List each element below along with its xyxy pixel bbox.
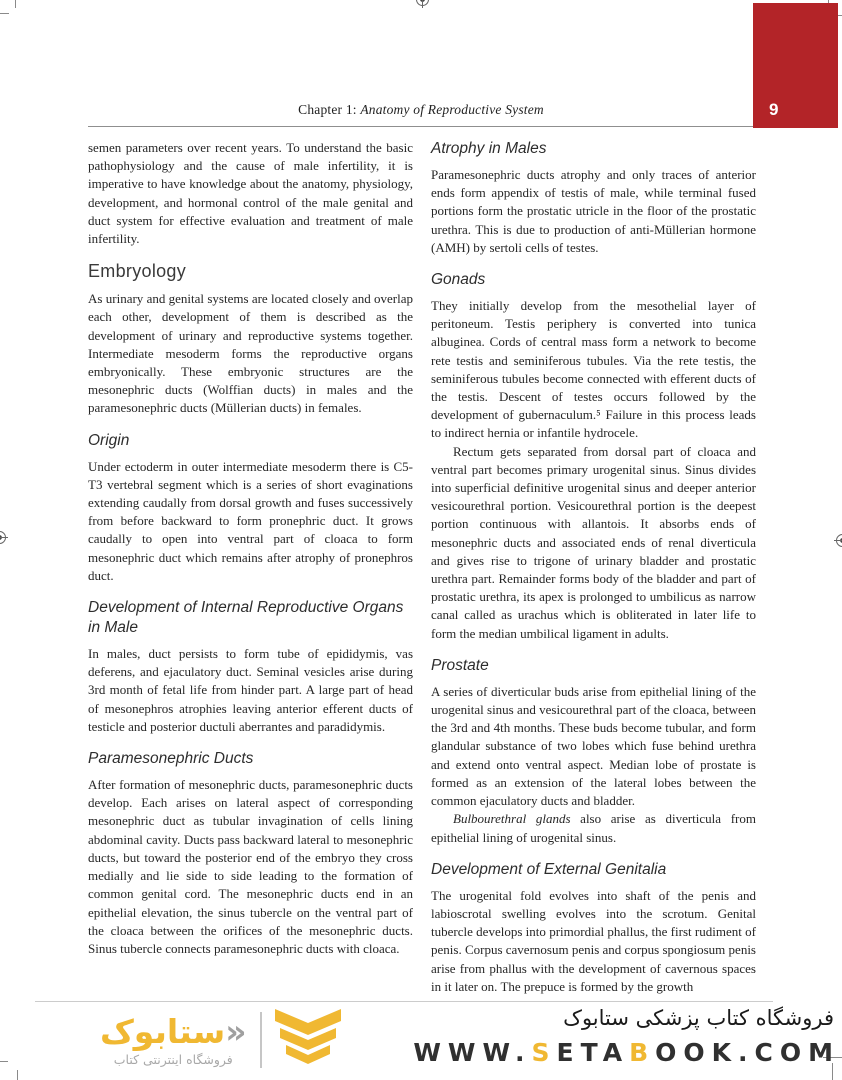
logo-brand-arabic: ستابوک: [100, 1011, 226, 1051]
header-rule: [88, 126, 753, 127]
chapter-title: Anatomy of Reproductive System: [360, 102, 544, 117]
crop-mark-bottom-left-horizontal: [0, 1061, 8, 1062]
paragraph: [431, 810, 756, 846]
sub-heading: Origin: [88, 431, 130, 449]
website-letter-group: S: [531, 1038, 557, 1067]
footer-rule: [35, 1001, 773, 1002]
website-letter-group: B: [629, 1038, 656, 1067]
paragraph: As urinary and genital systems are located closely and overlap each other, development of them is described as the development of urinary and reproductive systems together. Intermediate mesoderm forms the reproductive organs embryonically. These embryonic structures are the mesonephric ducts (Wolffian ducts) in males and the paramesonephric ducts (Müllerian ducts) in females.: [88, 291, 413, 416]
footer-persian-title: فروشگاه کتاب پزشکی ستابوک: [563, 1006, 834, 1030]
website-letter-group: WWW.: [413, 1038, 532, 1067]
sub-heading: Prostate: [431, 656, 489, 674]
footer-website-url: [413, 1038, 840, 1067]
paragraph: They initially develop from the mesothelial layer of peritoneum. Testis periphery is converted into tunica albuginea. Cords of central mass form a network to become rete testis and seminiferous tubules. Via the rete testis, the seminiferous tubules become connected with efferent ducts of the testis. Descent of testes occurs followed by the development of gubernaculum.⁵ Failure in this process leads to indirect hernia or infantile hydrocele.: [431, 298, 756, 441]
page-number-box: [753, 3, 838, 128]
left-column: [88, 139, 413, 1001]
paragraph: In males, duct persists to form tube of epididymis, vas deferens, and ejaculatory duct. Seminal vesicles arise during 3rd month of fetal life from hinder part. A large part of head of mesonephros atrophies leaving anterior efferent ducts of testicle and posterior ductuli aberrantes and paradidymis.: [88, 646, 413, 734]
text-run: also arise as diverticula from epithelial lining of urogenital sinus.: [431, 811, 756, 845]
sub-heading: Atrophy in Males: [431, 140, 547, 157]
italic-term: Bulbourethral glands: [453, 811, 571, 827]
paragraph: After formation of mesonephric ducts, paramesonephric ducts develop. Each arises on lateral aspect of corresponding mesonephric duct as tubular invagination of cells lining abdominal cavity. Ducts pass backward lateral to mesonephric ducts, but toward the posterior end of the embryo they cross medially and lie side to side leading to the formation of common genital cord. The mesonephric ducts end in an epithelial elevation, the sinus tubercle on the ventral part of the cloaca between the orifices of the mesonephric ducts. Sinus tubercle connects paramesonephric ducts with cloaca.: [88, 777, 413, 956]
setabook-logo: [100, 1004, 341, 1076]
setabook-chevron-emblem-icon: [275, 1009, 341, 1071]
sub-heading: Paramesonephric Ducts: [88, 750, 254, 768]
right-column: [431, 139, 756, 1001]
registration-mark-top-center-icon: [414, 0, 431, 8]
chapter-label: Chapter 1:: [298, 102, 357, 117]
website-letter-group: ETA: [556, 1038, 630, 1067]
logo-divider: [260, 1012, 262, 1068]
running-header: [88, 102, 754, 118]
paragraph: A series of diverticular buds arise from epithelial lining of the urogenital sinus and vesicourethral part of the cloaca, between the 3rd and 4th months. These buds become tubular, and form glandular substance of two lobes which fuse behind urethra and extend onto ventral aspect. Median lobe of prostate is formed as an extension of the lateral lobes between the common ejaculatory ducts and bladder.: [431, 683, 756, 809]
paragraph: Under ectoderm in outer intermediate mesoderm there is C5-T3 vertebral segment which is a series of short evaginations extending caudally from dorsal growth and fuses successively from before backward to form pronephric duct. It grows caudally to open into ventral part of cloaca to form mesonephric duct which remains after atrophy of pronephros duct.: [88, 458, 413, 583]
logo-wordmark-block: [100, 1011, 247, 1067]
paragraph: semen parameters over recent years. To understand the basic pathophysiology and the cause of male infertility, it is imperative to have knowledge about the anatomy, physiology, development, and hormonal control of the male genital and duct system for effective evaluation and treatment of male infertility.: [88, 140, 413, 247]
logo-guillemet-icon: «: [225, 1011, 247, 1051]
page-number: 9: [769, 100, 779, 119]
registration-mark-right-middle-icon: [834, 532, 842, 549]
paragraph: The urogenital fold evolves into shaft of the penis and labioscrotal swelling evolves into the scrotum. Genital tubercle develops into primordial phallus, the first rudiment of penis. Corpus cavernosum penis and corpus spongiosum penis arise from phallus with the development of cavernous spaces in it later on. The prepuce is formed by the growth: [431, 887, 756, 994]
paragraph: Paramesonephric ducts atrophy and only traces of anterior ends form appendix of testis of male, while terminal fused portions form the prostatic utricle in the floor of the prostatic urethra. This is due to production of anti-Müllerian hormone (AMH) by sertoli cells of testes.: [431, 167, 756, 255]
sub-heading: Development of External Genitalia: [431, 860, 667, 878]
logo-tagline: فروشگاه اینترنتی کتاب: [113, 1051, 233, 1067]
crop-mark-top-left-vertical: [15, 0, 16, 8]
page-body: [88, 139, 756, 1001]
registration-mark-left-middle-icon: [0, 529, 8, 546]
crop-mark-bottom-left-vertical: [17, 1070, 18, 1080]
section-heading: Embryology: [88, 261, 187, 282]
crop-mark-top-left-horizontal: [0, 13, 9, 14]
paragraph: Rectum gets separated from dorsal part of cloaca and ventral part becomes primary urogenital sinus. Sinus divides into superficial definitive urogenital sinus and deeper anterior vesicourethral portion. Vesicourethral portion is the deepest portion continuous with allantois. It absorbs ends of mesonephric ducts and associated ends of renal diverticula and gives rise to trigone of urinary bladder and prostatic urethra part. Remainder forms body of the bladder and part of prostatic urethra, its apex is prolonged to umbilicus as narrow canal called as urachus which is obliterated in later life to form the median umbilical ligament in adults.: [431, 443, 756, 641]
website-letter-group: OOK.COM: [655, 1038, 840, 1067]
sub-heading: Development of Internal Reproductive Organs in Male: [88, 599, 404, 637]
sub-heading: Gonads: [431, 271, 486, 289]
